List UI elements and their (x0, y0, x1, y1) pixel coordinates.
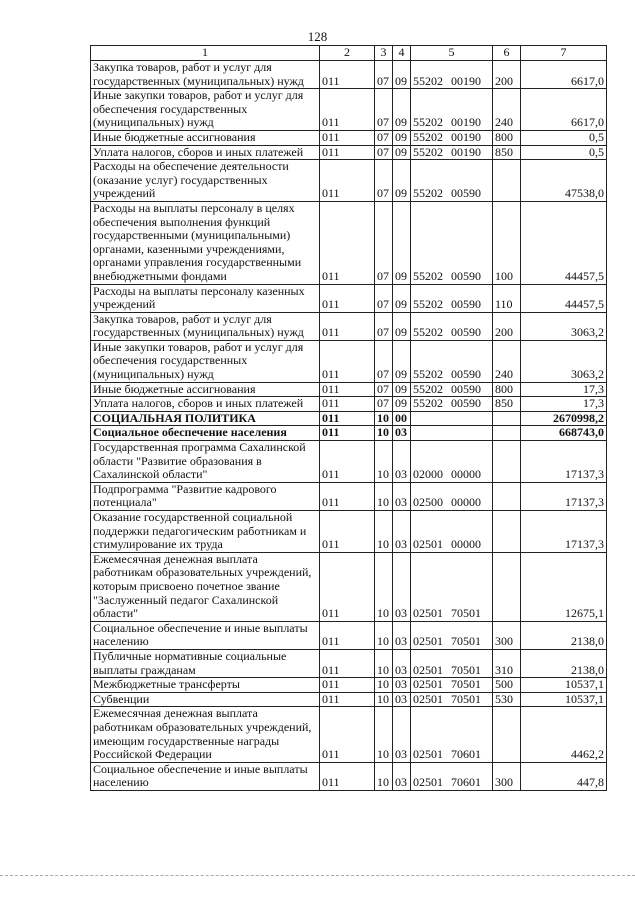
row-expense-type (493, 552, 521, 621)
row-name: Закупка товаров, работ и услуг для государственных (муниципальных) нужд (91, 312, 320, 340)
row-admin-code: 011 (320, 61, 375, 89)
row-admin-code: 011 (320, 89, 375, 131)
row-subsection-code: 09 (393, 201, 411, 284)
row-expense-type (493, 160, 521, 202)
row-expense-type: 800 (493, 130, 521, 145)
row-target-article (411, 552, 493, 621)
row-subsection-code: 09 (393, 145, 411, 160)
row-name: Расходы на выплаты персоналу в целях обеспечения выполнения функций государственными (муниципальными) органами, казенными учреждениями, органами управления государственными внебюджетными фондами (91, 201, 320, 284)
row-subsection-code: 09 (393, 89, 411, 131)
row-name: Социальное обеспечение населения (91, 426, 320, 441)
row-section-code: 10 (375, 762, 393, 790)
row-name: Социальное обеспечение и иные выплаты населению (91, 762, 320, 790)
row-amount: 17137,3 (521, 482, 607, 510)
page-bottom-divider (0, 875, 635, 876)
row-name: Межбюджетные трансферты (91, 678, 320, 693)
row-subsection-code: 09 (393, 312, 411, 340)
row-section-code: 07 (375, 160, 393, 202)
row-program-code: 02000 (413, 467, 443, 482)
column-header-4: 4 (393, 46, 411, 61)
row-name: Социальное обеспечение и иные выплаты населению (91, 621, 320, 649)
row-name: Закупка товаров, работ и услуг для государственных (муниципальных) нужд (91, 61, 320, 89)
row-section-code: 07 (375, 382, 393, 397)
row-direction-code: 00590 (451, 186, 481, 201)
row-admin-code: 011 (320, 340, 375, 382)
row-admin-code: 011 (320, 692, 375, 707)
row-direction-code: 00000 (451, 537, 481, 552)
row-name: Иные бюджетные ассигнования (91, 382, 320, 397)
row-name: Уплата налогов, сборов и иных платежей (91, 397, 320, 412)
row-subsection-code: 03 (393, 621, 411, 649)
row-subsection-code: 09 (393, 397, 411, 412)
row-direction-code: 70601 (451, 775, 481, 790)
row-name: Государственная программа Сахалинской области "Развитие образования в Сахалинской области" (91, 441, 320, 483)
table-row (91, 426, 607, 441)
row-expense-type: 800 (493, 382, 521, 397)
row-section-code: 10 (375, 649, 393, 677)
row-program-code: 02501 (413, 692, 443, 706)
row-expense-type: 240 (493, 89, 521, 131)
row-amount: 447,8 (521, 762, 607, 790)
row-section-code: 10 (375, 621, 393, 649)
row-program-code: 02501 (413, 677, 443, 692)
row-section-code: 07 (375, 61, 393, 89)
row-program-code: 55202 (413, 367, 443, 382)
row-direction-code: 70501 (451, 677, 481, 692)
row-admin-code: 011 (320, 411, 375, 426)
row-section-code: 07 (375, 284, 393, 312)
row-direction-code: 00000 (451, 495, 481, 510)
column-header-6: 6 (493, 46, 521, 61)
row-amount: 668743,0 (521, 426, 607, 441)
row-direction-code: 00190 (451, 115, 481, 130)
row-direction-code: 00190 (451, 73, 481, 88)
row-target-article (411, 61, 493, 89)
row-target-article (411, 621, 493, 649)
row-program-code: 02501 (413, 634, 443, 649)
row-program-code: 55202 (413, 145, 443, 159)
table-row (91, 762, 607, 790)
row-amount: 12675,1 (521, 552, 607, 621)
budget-table (90, 45, 607, 791)
row-subsection-code: 09 (393, 130, 411, 145)
row-admin-code: 011 (320, 397, 375, 412)
row-admin-code: 011 (320, 145, 375, 160)
row-admin-code: 011 (320, 201, 375, 284)
row-section-code: 07 (375, 145, 393, 160)
table-row (91, 145, 607, 160)
row-section-code: 10 (375, 511, 393, 553)
table-row (91, 340, 607, 382)
row-name: Ежемесячная денежная выплата работникам образовательных учреждений, имеющим государственные награды Российской Федерации (91, 707, 320, 762)
row-target-article (411, 482, 493, 510)
row-amount: 17137,3 (521, 441, 607, 483)
row-program-code: 02501 (413, 747, 443, 762)
table-row (91, 552, 607, 621)
column-header-2: 2 (320, 46, 375, 61)
column-header-5: 5 (411, 46, 493, 61)
row-name: Уплата налогов, сборов и иных платежей (91, 145, 320, 160)
row-admin-code: 011 (320, 130, 375, 145)
row-target-article (411, 130, 493, 145)
row-direction-code: 70601 (451, 747, 481, 762)
row-name: Иные закупки товаров, работ и услуг для обеспечения государственных (муниципальных) нужд (91, 340, 320, 382)
table-row (91, 130, 607, 145)
table-row (91, 441, 607, 483)
row-subsection-code: 09 (393, 61, 411, 89)
table-row (91, 284, 607, 312)
row-expense-type (493, 426, 521, 441)
table-row (91, 160, 607, 202)
row-amount: 17,3 (521, 397, 607, 412)
row-name: Оказание государственной социальной поддержки педагогическим работникам и стимулирование их труда (91, 511, 320, 553)
row-name: СОЦИАЛЬНАЯ ПОЛИТИКА (91, 411, 320, 426)
row-admin-code: 011 (320, 382, 375, 397)
row-subsection-code: 03 (393, 441, 411, 483)
row-amount: 10537,1 (521, 692, 607, 707)
row-amount: 0,5 (521, 145, 607, 160)
row-target-article (411, 201, 493, 284)
row-expense-type: 850 (493, 397, 521, 412)
table-row (91, 707, 607, 762)
row-direction-code: 00190 (451, 130, 481, 144)
row-admin-code: 011 (320, 426, 375, 441)
row-admin-code: 011 (320, 649, 375, 677)
column-header-3: 3 (375, 46, 393, 61)
row-expense-type (493, 707, 521, 762)
row-amount: 2138,0 (521, 621, 607, 649)
row-amount: 3063,2 (521, 340, 607, 382)
row-direction-code: 00000 (451, 467, 481, 482)
row-direction-code: 70501 (451, 692, 481, 706)
row-subsection-code: 03 (393, 692, 411, 707)
row-target-article (411, 89, 493, 131)
row-admin-code: 011 (320, 312, 375, 340)
row-amount: 47538,0 (521, 160, 607, 202)
row-subsection-code: 03 (393, 482, 411, 510)
row-program-code: 55202 (413, 396, 443, 411)
row-target-article (411, 340, 493, 382)
row-section-code: 10 (375, 707, 393, 762)
row-amount: 17137,3 (521, 511, 607, 553)
table-row (91, 482, 607, 510)
row-expense-type: 850 (493, 145, 521, 160)
column-header-7: 7 (521, 46, 607, 61)
row-target-article (411, 426, 493, 441)
row-subsection-code: 03 (393, 552, 411, 621)
row-amount: 2670998,2 (521, 411, 607, 426)
row-expense-type: 530 (493, 692, 521, 707)
table-row (91, 61, 607, 89)
row-program-code: 55202 (413, 382, 443, 396)
table-row (91, 201, 607, 284)
row-admin-code: 011 (320, 482, 375, 510)
row-target-article (411, 145, 493, 160)
row-subsection-code: 03 (393, 678, 411, 693)
row-target-article (411, 382, 493, 397)
row-target-article (411, 284, 493, 312)
row-admin-code: 011 (320, 762, 375, 790)
row-amount: 6617,0 (521, 89, 607, 131)
row-subsection-code: 03 (393, 762, 411, 790)
row-name: Иные закупки товаров, работ и услуг для обеспечения государственных (муниципальных) нужд (91, 89, 320, 131)
row-target-article (411, 511, 493, 553)
row-expense-type: 310 (493, 649, 521, 677)
row-target-article (411, 707, 493, 762)
row-expense-type (493, 411, 521, 426)
row-name: Ежемесячная денежная выплата работникам образовательных учреждений, которым присвоено почетное звание "Заслуженный педагог Сахалинской области" (91, 552, 320, 621)
table-row (91, 678, 607, 693)
page-number: 128 (307, 29, 328, 44)
header-row (91, 46, 607, 61)
row-program-code: 02500 (413, 495, 443, 510)
row-admin-code: 011 (320, 621, 375, 649)
row-program-code: 02501 (413, 662, 443, 677)
row-amount: 44457,5 (521, 201, 607, 284)
row-name: Расходы на выплаты персоналу казенных учреждений (91, 284, 320, 312)
row-expense-type (493, 441, 521, 483)
row-direction-code: 00590 (451, 367, 481, 382)
row-subsection-code: 03 (393, 649, 411, 677)
row-program-code: 55202 (413, 130, 443, 144)
row-amount: 3063,2 (521, 312, 607, 340)
row-name: Субвенции (91, 692, 320, 707)
row-subsection-code: 03 (393, 707, 411, 762)
row-name: Иные бюджетные ассигнования (91, 130, 320, 145)
row-subsection-code: 09 (393, 284, 411, 312)
row-program-code: 55202 (413, 325, 443, 340)
row-direction-code: 00590 (451, 268, 481, 283)
row-expense-type: 240 (493, 340, 521, 382)
row-admin-code: 011 (320, 284, 375, 312)
row-expense-type: 200 (493, 312, 521, 340)
row-section-code: 10 (375, 552, 393, 621)
table-row (91, 89, 607, 131)
row-amount: 4462,2 (521, 707, 607, 762)
row-amount: 0,5 (521, 130, 607, 145)
row-program-code: 02501 (413, 775, 443, 790)
row-subsection-code: 00 (393, 411, 411, 426)
row-direction-code: 00590 (451, 325, 481, 340)
table-row (91, 692, 607, 707)
column-header-1: 1 (91, 46, 320, 61)
row-program-code: 02501 (413, 606, 443, 621)
row-section-code: 10 (375, 482, 393, 510)
table-row (91, 397, 607, 412)
row-section-code: 10 (375, 411, 393, 426)
row-program-code: 55202 (413, 115, 443, 130)
row-subsection-code: 09 (393, 160, 411, 202)
table-row (91, 382, 607, 397)
row-target-article (411, 312, 493, 340)
row-program-code: 55202 (413, 186, 443, 201)
row-amount: 17,3 (521, 382, 607, 397)
row-name: Расходы на обеспечение деятельности (оказание услуг) государственных учреждений (91, 160, 320, 202)
row-expense-type: 300 (493, 621, 521, 649)
row-section-code: 07 (375, 201, 393, 284)
row-section-code: 10 (375, 692, 393, 707)
row-target-article (411, 762, 493, 790)
table-row (91, 649, 607, 677)
row-program-code: 55202 (413, 268, 443, 283)
row-section-code: 10 (375, 441, 393, 483)
row-target-article (411, 678, 493, 693)
row-target-article (411, 397, 493, 412)
row-direction-code: 70501 (451, 634, 481, 649)
row-expense-type: 200 (493, 61, 521, 89)
table-row (91, 411, 607, 426)
row-admin-code: 011 (320, 511, 375, 553)
row-expense-type: 100 (493, 201, 521, 284)
row-section-code: 07 (375, 89, 393, 131)
row-expense-type: 500 (493, 678, 521, 693)
row-direction-code: 00590 (451, 396, 481, 411)
row-target-article (411, 160, 493, 202)
row-direction-code: 00590 (451, 297, 481, 312)
table-body (91, 61, 607, 791)
row-expense-type (493, 482, 521, 510)
row-section-code: 07 (375, 340, 393, 382)
row-target-article (411, 649, 493, 677)
row-section-code: 07 (375, 312, 393, 340)
row-admin-code: 011 (320, 160, 375, 202)
row-section-code: 10 (375, 678, 393, 693)
row-section-code: 10 (375, 426, 393, 441)
row-admin-code: 011 (320, 552, 375, 621)
table-row (91, 312, 607, 340)
row-expense-type: 110 (493, 284, 521, 312)
row-amount: 2138,0 (521, 649, 607, 677)
row-program-code: 55202 (413, 73, 443, 88)
row-expense-type: 300 (493, 762, 521, 790)
row-section-code: 07 (375, 130, 393, 145)
row-name: Подпрограмма "Развитие кадрового потенциала" (91, 482, 320, 510)
row-expense-type (493, 511, 521, 553)
table-row (91, 621, 607, 649)
row-program-code: 55202 (413, 297, 443, 312)
row-subsection-code: 09 (393, 382, 411, 397)
row-target-article (411, 411, 493, 426)
table-row (91, 511, 607, 553)
row-section-code: 07 (375, 397, 393, 412)
row-amount: 6617,0 (521, 61, 607, 89)
row-subsection-code: 03 (393, 511, 411, 553)
row-subsection-code: 03 (393, 426, 411, 441)
row-direction-code: 00590 (451, 382, 481, 396)
row-amount: 44457,5 (521, 284, 607, 312)
row-admin-code: 011 (320, 441, 375, 483)
row-amount: 10537,1 (521, 678, 607, 693)
row-direction-code: 70501 (451, 662, 481, 677)
row-admin-code: 011 (320, 678, 375, 693)
row-direction-code: 00190 (451, 145, 481, 159)
row-admin-code: 011 (320, 707, 375, 762)
row-target-article (411, 692, 493, 707)
row-name: Публичные нормативные социальные выплаты гражданам (91, 649, 320, 677)
row-target-article (411, 441, 493, 483)
row-direction-code: 70501 (451, 606, 481, 621)
row-program-code: 02501 (413, 537, 443, 552)
row-subsection-code: 09 (393, 340, 411, 382)
